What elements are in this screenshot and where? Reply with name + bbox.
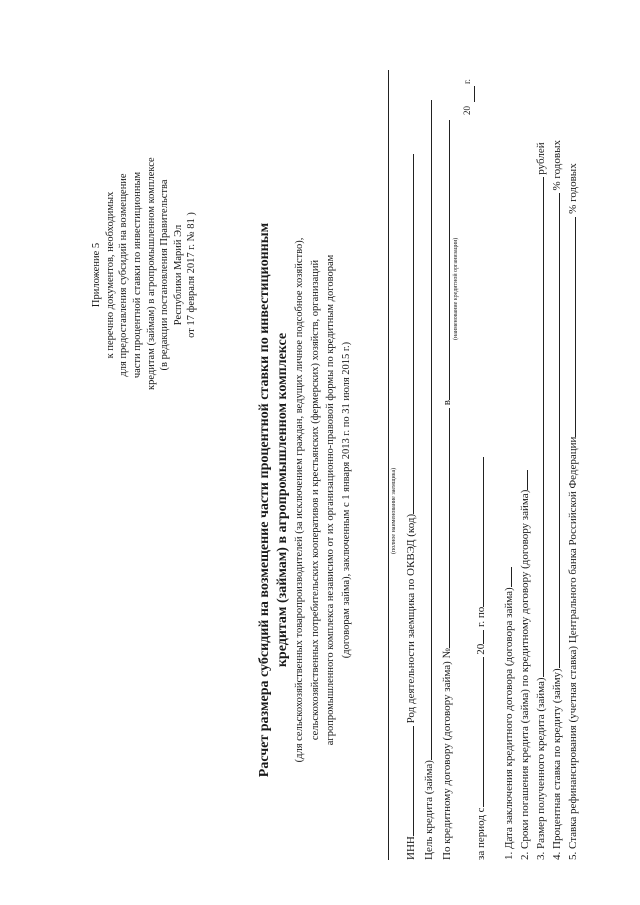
form-subtitle-line: агропромышленного комплекса независимо от их организационно-правовой формы по кредитным договорам: [325, 254, 337, 746]
appendix-line: Приложение 5: [91, 242, 102, 308]
item-1-label: 1. Дата заключения кредитного договора (договора займа): [503, 587, 515, 860]
item-1-blank[interactable]: [502, 567, 512, 587]
borrower-name-line: [388, 70, 389, 860]
item-3-label: 3. Размер полученного кредита (займа): [535, 677, 547, 860]
appendix-line: к перечню документов, необходимых: [104, 191, 116, 359]
period-to-blank[interactable]: [474, 457, 484, 607]
item-3-suffix: рублей: [535, 142, 547, 175]
contract-label: По кредитному договору (договору займа) №: [441, 647, 453, 860]
item-2-blank[interactable]: [518, 470, 528, 490]
contract-number-blank[interactable]: [440, 408, 450, 648]
item-4-suffix: % годовых: [551, 140, 563, 191]
appendix-header: [90, 157, 199, 390]
form-title-line-1: Расчет размера субсидий на возмещение части процентной ставки по инвестиционным: [257, 222, 272, 778]
bank-name-caption: (наименование кредитной организации): [453, 237, 459, 340]
purpose-blank[interactable]: [422, 100, 432, 760]
appendix-line: части процентной ставки по инвестиционным: [131, 171, 143, 379]
item-4-blank[interactable]: [550, 193, 560, 668]
item-5-row: [566, 163, 581, 860]
item-5-label: 5. Ставка рефинансирования (учетная ставка) Центрального банка Российской Федерации: [567, 436, 579, 860]
period-from-label: за период с: [475, 807, 487, 860]
item-1-row: [502, 567, 517, 860]
appendix-line: для предоставления субсидий на возмещение: [118, 173, 130, 377]
item-3-row: [534, 142, 549, 860]
contract-year-prefix: 20: [462, 106, 472, 115]
form-title-block: [256, 200, 354, 800]
okved-blank[interactable]: [404, 154, 414, 514]
period-to-label: г. по: [475, 606, 487, 627]
form-subtitle-line: сельскохозяйственных потребительских кооперативов и крестьянских (фермерских) хозяйств, организаций: [309, 259, 321, 741]
purpose-label: Цель кредита (займа): [423, 760, 435, 860]
period-mid-year: 20: [475, 643, 487, 655]
period-row: [474, 457, 489, 860]
item-5-blank[interactable]: [566, 217, 576, 437]
form-subtitle-line: (для сельскохозяйственных товаропроизводителей (за исключением граждан, ведущих личное подсобное хозяйство),: [294, 237, 305, 763]
item-5-suffix: % годовых: [567, 163, 579, 214]
item-4-row: [550, 140, 565, 860]
form-subtitle-line: (договорам займа), заключенным с 1 января 2013 г. по 31 июля 2015 г.): [340, 341, 352, 659]
inn-row: [404, 154, 419, 860]
appendix-line: (в редакции постановления Правительства: [159, 179, 171, 371]
bank-name-blank[interactable]: [440, 120, 450, 400]
appendix-line: от 17 февраля 2017 г. № 81 ): [186, 212, 198, 338]
borrower-name-caption: (полное наименование заемщика): [391, 467, 397, 554]
contract-row: [440, 120, 455, 860]
contract-in-label: в: [441, 400, 453, 406]
form-title-line-2: кредитам (займам) в агропромышленном комплексе: [274, 332, 290, 668]
item-4-label: 4. Процентная ставка по кредиту (займу): [551, 668, 563, 860]
item-3-blank[interactable]: [534, 177, 544, 677]
appendix-line: кредитам (займам) в агропромышленном комплексе: [145, 157, 157, 390]
appendix-line: Республики Марий Эл: [172, 224, 184, 326]
item-2-row: [518, 470, 533, 860]
inn-blank[interactable]: [404, 726, 414, 836]
inn-label: ИНН: [405, 836, 417, 860]
contract-year-g: г.: [462, 79, 472, 84]
period-from-blank[interactable]: [474, 657, 484, 807]
rotated-form-sheet: [70, 70, 579, 860]
okved-label: Род деятельности заемщика по ОКВЭД (код): [405, 513, 417, 724]
purpose-row: [422, 100, 437, 860]
contract-year-blank[interactable]: [474, 86, 475, 102]
period-mid-year-blank[interactable]: [474, 630, 484, 644]
item-2-label: 2. Сроки погашения кредита (займа) по кредитному договору (договору займа): [519, 489, 531, 860]
